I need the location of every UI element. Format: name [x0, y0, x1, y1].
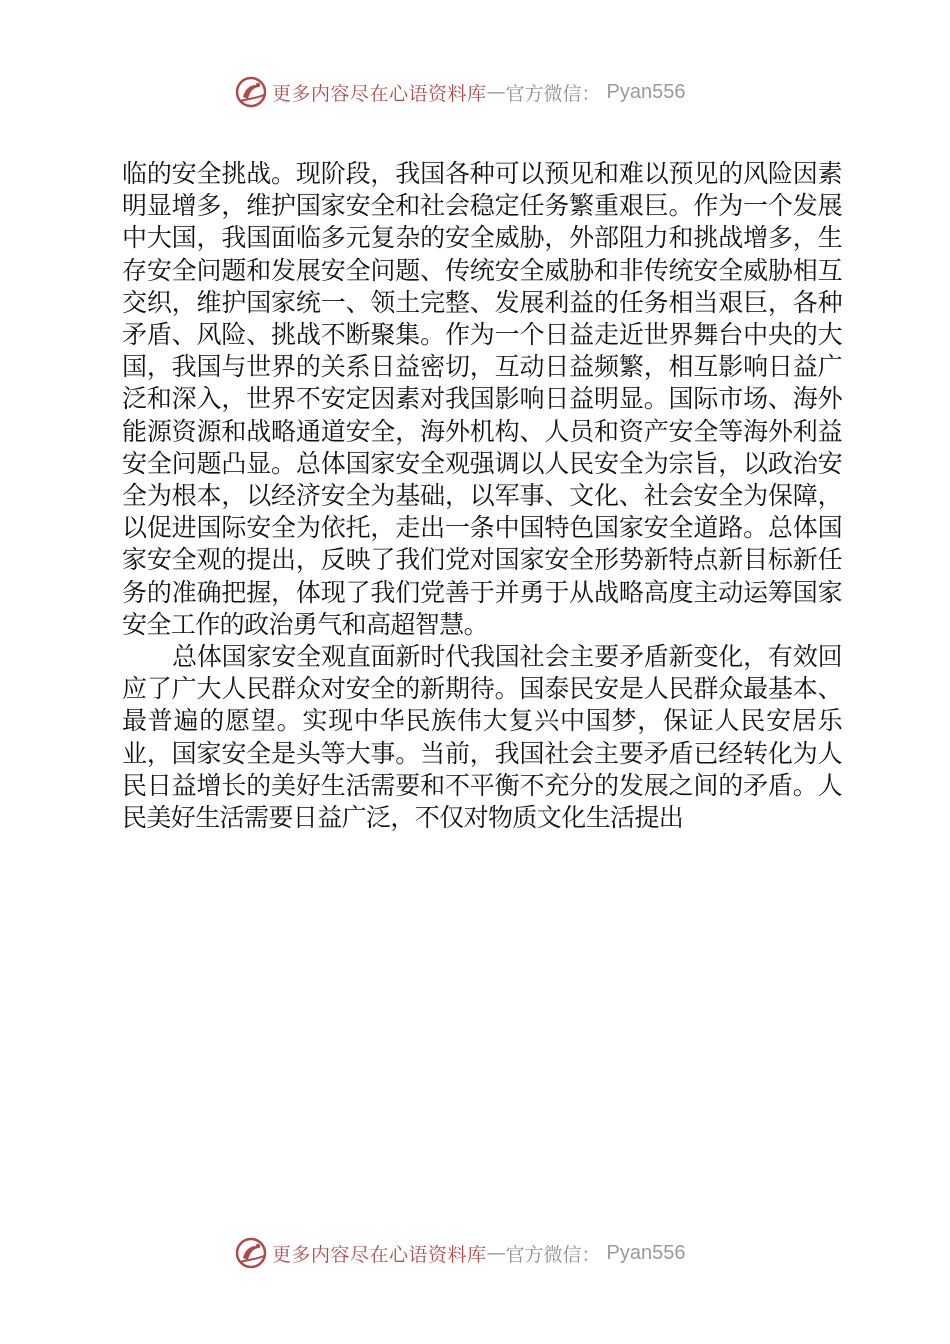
header-watermark-row	[234, 72, 686, 112]
footer-wechat-label: 官方微信：	[505, 1243, 601, 1266]
header-wechat-id: Pyan556	[606, 80, 686, 103]
footer-separator: —	[486, 1242, 506, 1264]
brand-logo-icon	[234, 1236, 268, 1270]
footer-watermark	[0, 1233, 950, 1273]
body-paragraph-1: 临的安全挑战。现阶段，我国各种可以预见和难以预见的风险因素明显增多，维护国家安全和社会稳定任务繁重艰巨。作为一个发展中大国，我国面临多元复杂的安全威胁，外部阻力和挑战增多，生存安全问题和发展安全问题、传统安全威胁和非传统安全威胁相互交织，维护国家统一、领土完整、发展利益的任务相当艰巨，各种矛盾、风险、挑战不断聚集。作为一个日益走近世界舞台中央的大国，我国与世界的关系日益密切，互动日益频繁，相互影响日益广泛和深入，世界不安定因素对我国影响日益明显。国际市场、海外能源资源和战略通道安全，海外机构、人员和资产安全等海外利益安全问题凸显。总体国家安全观强调以人民安全为宗旨，以政治安全为根本，以经济安全为基础，以军事、文化、社会安全为保障，以促进国际安全为依托，走出一条中国特色国家安全道路。总体国家安全观的提出，反映了我们党对国家安全形势新特点新目标新任务的准确把握，体现了我们党善于并勇于从战略高度主动运筹国家安全工作的政治勇气和高超智慧。	[122, 159, 842, 639]
header-watermark	[0, 72, 950, 112]
header-wechat-label: 官方微信：	[505, 82, 601, 105]
brand-logo-icon	[234, 75, 268, 109]
document-body	[122, 158, 842, 834]
footer-wechat-id: Pyan556	[606, 1241, 686, 1264]
footer-brand-text: 更多内容尽在心语资料库	[272, 1243, 487, 1266]
body-paragraph-2: 总体国家安全观直面新时代我国社会主要矛盾新变化，有效回应了广大人民群众对安全的新期待。国泰民安是人民群众最基本、最普遍的愿望。实现中华民族伟大复兴中国梦，保证人民安居乐业，国家安全是头等大事。当前，我国社会主要矛盾已经转化为人民日益增长的美好生活需要和不平衡不充分的发展之间的矛盾。人民美好生活需要日益广泛，不仅对物质文化生活提出	[122, 642, 842, 833]
header-separator: —	[486, 81, 506, 103]
footer-watermark-row	[234, 1233, 686, 1273]
header-brand-text: 更多内容尽在心语资料库	[272, 82, 487, 105]
